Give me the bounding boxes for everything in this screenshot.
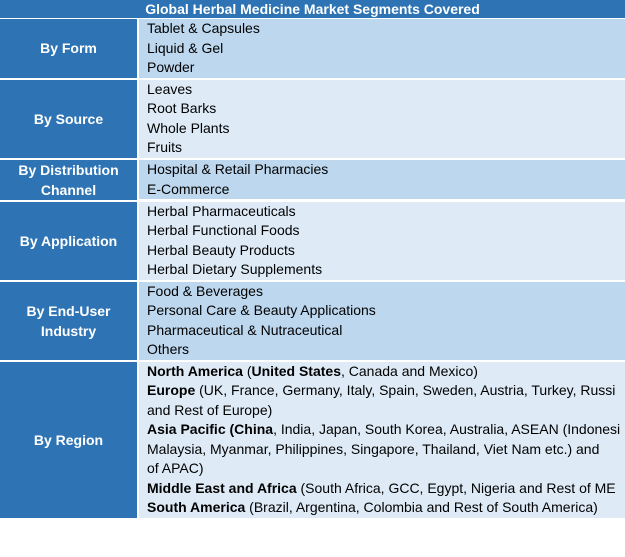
list-item: Leaves [139, 80, 625, 100]
segment-label: By Application [0, 201, 138, 281]
region-asia-pacific-continued: Malaysia, Myanmar, Philippines, Singapore, Thailand, Viet Nam etc.) and [139, 440, 625, 460]
table-title: Global Herbal Medicine Market Segments Covered [0, 0, 625, 19]
segments-table [0, 19, 625, 520]
segment-row-form [0, 19, 625, 79]
list-item: Others [139, 340, 625, 360]
list-item: Herbal Pharmaceuticals [139, 202, 625, 222]
segment-items [138, 159, 625, 201]
region-south-america: South America (Brazil, Argentina, Colombia and Rest of South America) [139, 498, 625, 518]
segment-label: By Region [0, 361, 138, 519]
segment-row-distribution-channel [0, 159, 625, 201]
segment-label: By Distribution Channel [0, 159, 138, 201]
region-asia-pacific: Asia Pacific (China, India, Japan, South Korea, Australia, ASEAN (Indonesi [139, 420, 625, 440]
region-name: Middle East and Africa [147, 479, 297, 496]
segment-row-source [0, 79, 625, 159]
list-item: Food & Beverages [139, 282, 625, 302]
region-lead-country: China [234, 421, 274, 437]
segment-row-end-user-industry [0, 281, 625, 361]
list-item: Powder [139, 58, 625, 78]
region-europe-continued: and Rest of Europe) [139, 401, 625, 421]
list-item: E-Commerce [139, 180, 625, 200]
segment-items [138, 201, 625, 281]
list-item: Herbal Beauty Products [139, 241, 625, 261]
list-item: Hospital & Retail Pharmacies [139, 160, 625, 180]
list-item: Whole Plants [139, 119, 625, 139]
segment-items [138, 19, 625, 79]
list-item: Pharmaceutical & Nutraceutical [139, 321, 625, 341]
region-asia-pacific-continued: of APAC) [139, 459, 625, 479]
list-item: Fruits [139, 138, 625, 158]
list-item: Personal Care & Beauty Applications [139, 301, 625, 321]
list-item: Tablet & Capsules [139, 19, 625, 39]
segment-label: By Source [0, 79, 138, 159]
region-name: Asia Pacific [147, 421, 226, 437]
segment-items [138, 79, 625, 159]
list-item: Root Barks [139, 99, 625, 119]
segment-row-application [0, 201, 625, 281]
segment-row-region [0, 361, 625, 519]
list-item: Herbal Dietary Supplements [139, 260, 625, 280]
segment-items [138, 361, 625, 519]
region-name: Europe [147, 382, 196, 398]
region-middle-east-africa: Middle East and Africa (South Africa, GCC, Egypt, Nigeria and Rest of ME [139, 479, 625, 499]
region-name: South America [147, 499, 246, 515]
region-lead-country: United States [251, 362, 341, 379]
region-north-america: North America (United States, Canada and Mexico) [139, 362, 625, 382]
segment-label: By End-User Industry [0, 281, 138, 361]
list-item: Herbal Functional Foods [139, 221, 625, 241]
list-item: Liquid & Gel [139, 39, 625, 59]
region-europe: Europe (UK, France, Germany, Italy, Spain, Sweden, Austria, Turkey, Russi [139, 381, 625, 401]
region-name: North America [147, 362, 243, 379]
segment-items [138, 281, 625, 361]
segment-label: By Form [0, 19, 138, 79]
